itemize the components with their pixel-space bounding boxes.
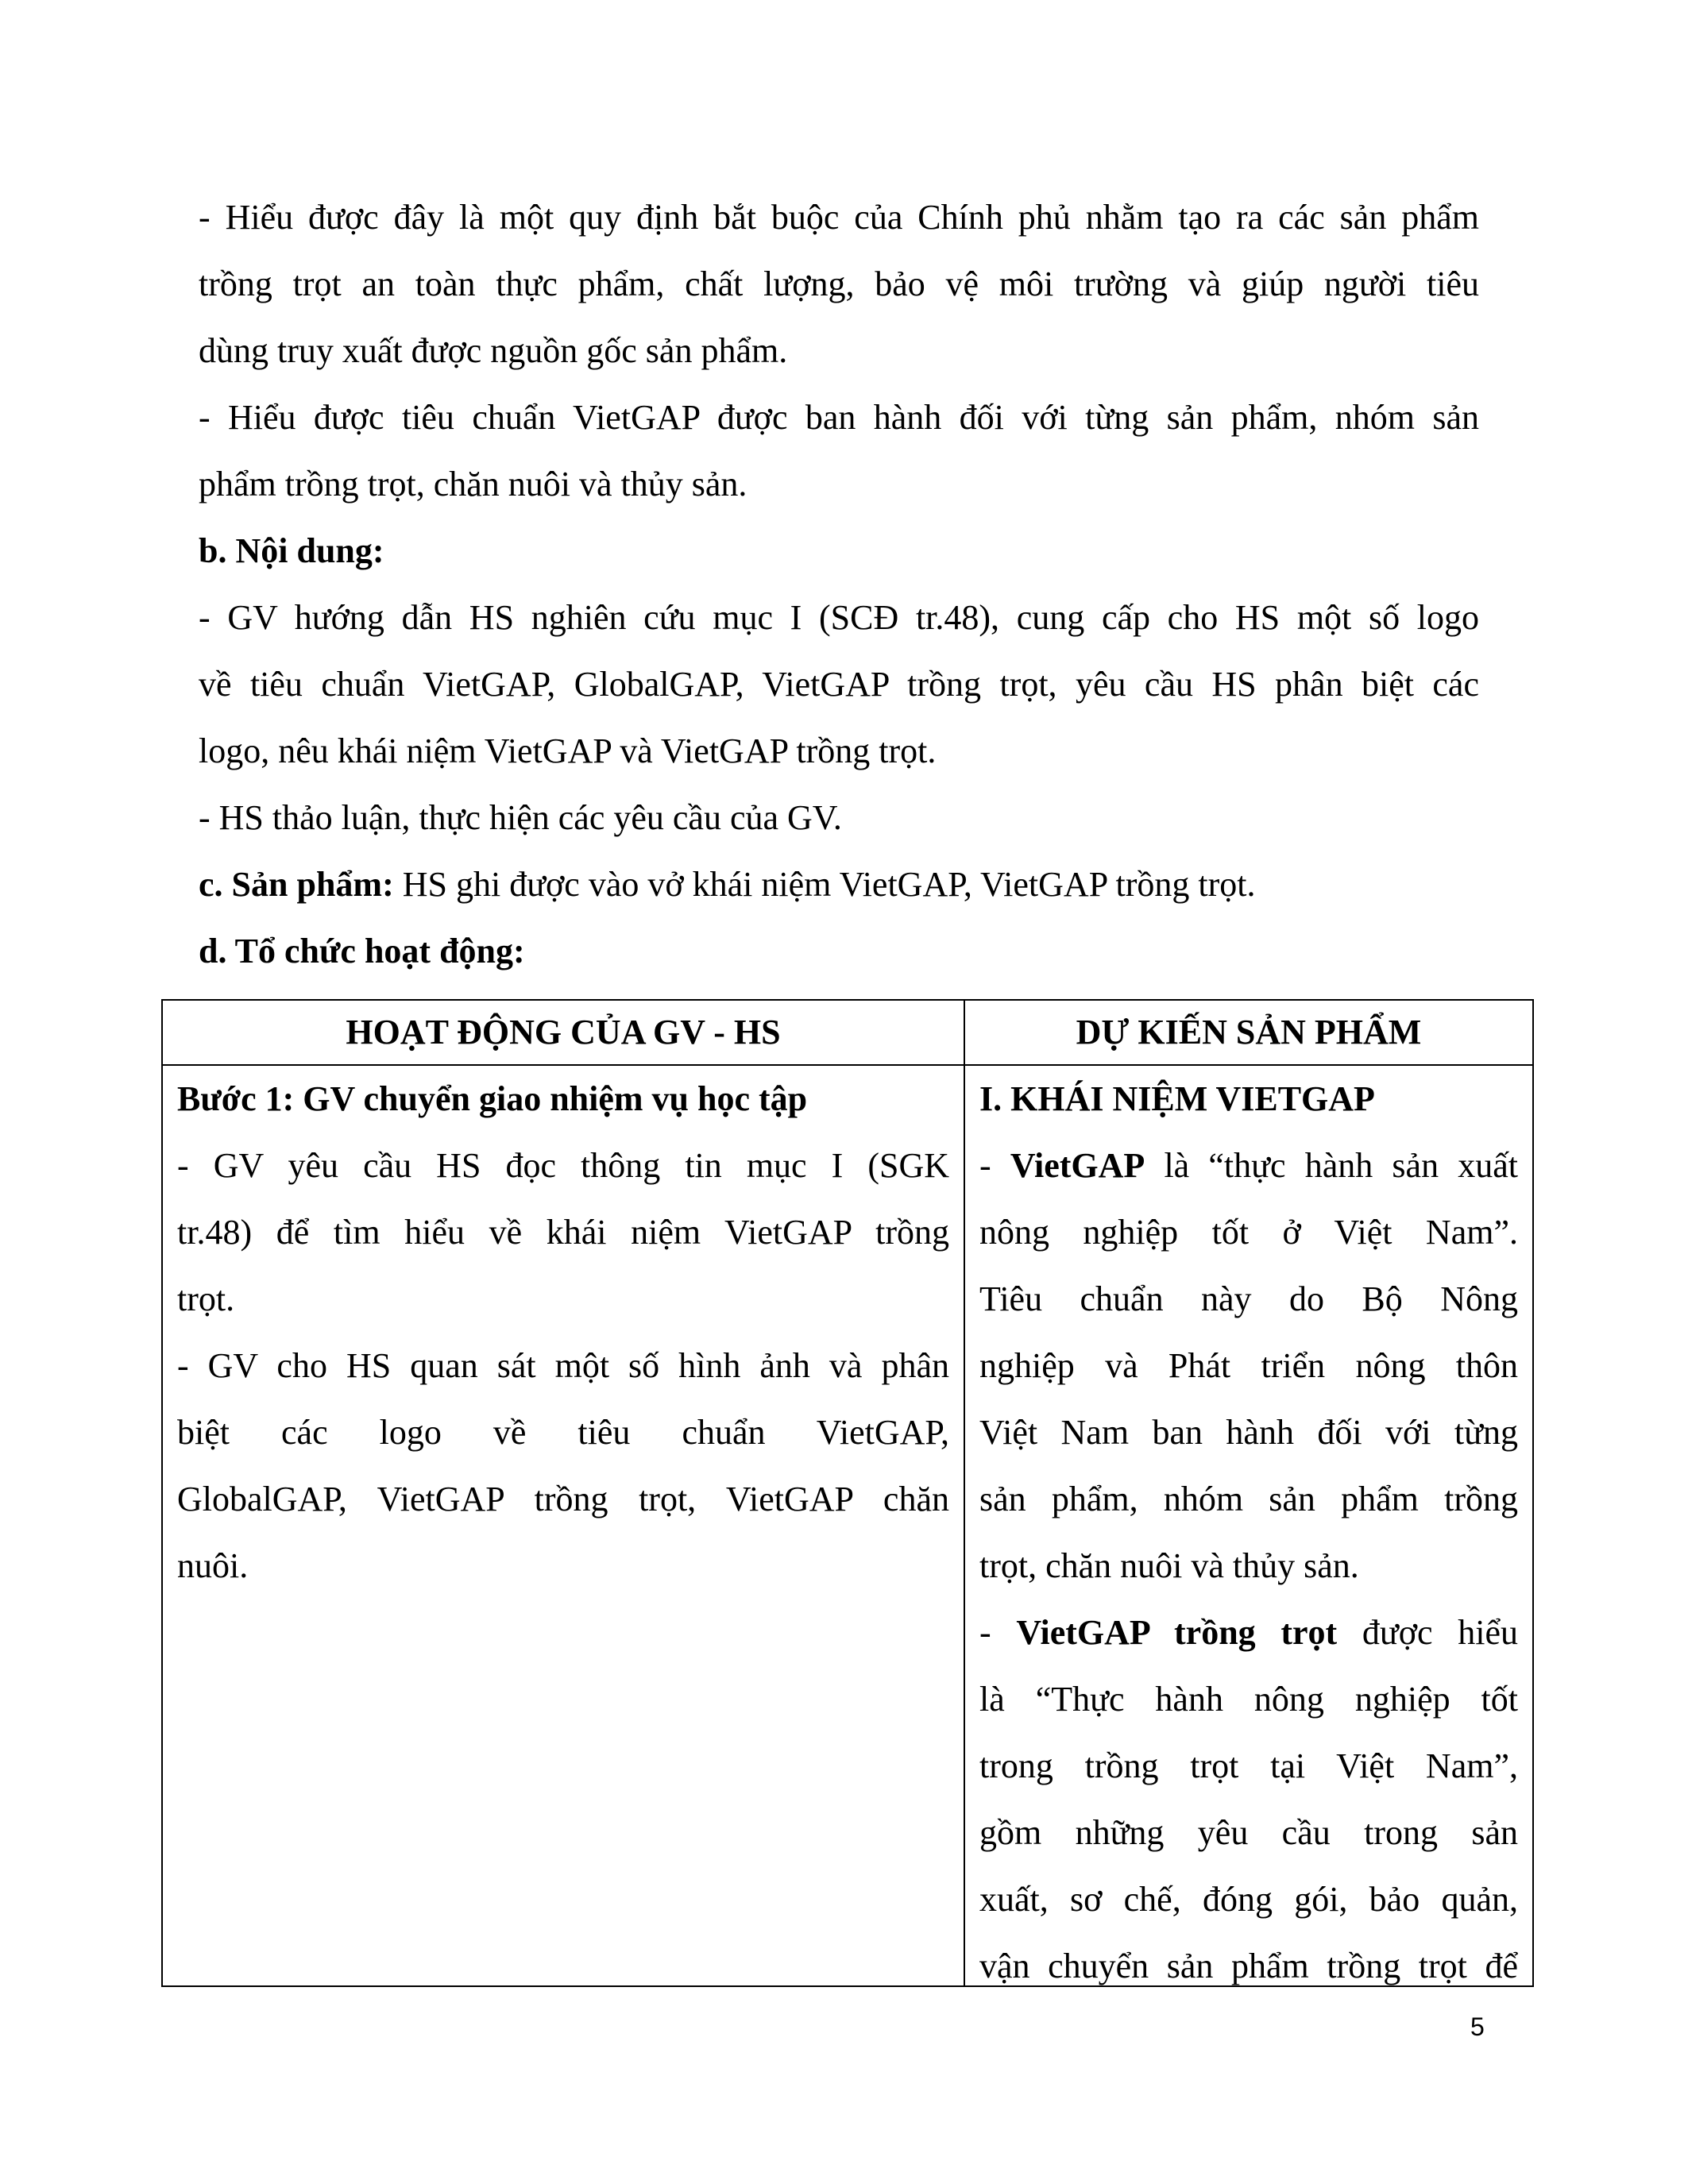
table-header-row: [162, 1000, 1533, 1065]
section-c-text: HS ghi được vào vở khái niệm VietGAP, VietGAP trồng trọt.: [393, 865, 1256, 904]
text-line: sản phẩm, nhóm sản phẩm trồng: [979, 1480, 1518, 1518]
text-line: trọt.: [177, 1279, 235, 1318]
text-line: phẩm trồng trọt, chăn nuôi và thủy sản.: [199, 465, 747, 504]
section-title: I. KHÁI NIỆM VIETGAP: [979, 1079, 1375, 1118]
text-line: Việt Nam ban hành đối với từng: [979, 1413, 1518, 1452]
text-line: trồng trọt an toàn thực phẩm, chất lượng, bảo vệ môi trường và giúp người tiêu: [199, 264, 1479, 303]
text-line: về tiêu chuẩn VietGAP, GlobalGAP, VietGAP trồng trọt, yêu cầu HS phân biệt các: [199, 665, 1479, 704]
text-line: - GV hướng dẫn HS nghiên cứu mục I (SCĐ tr.48), cung cấp cho HS một số logo: [199, 598, 1479, 637]
text-line: nuôi.: [177, 1546, 249, 1585]
table-cell-activities: [162, 1065, 964, 1986]
text-line: vận chuyển sản phẩm trồng trọt để: [979, 1947, 1518, 1985]
term-vietgap-trong-trot: VietGAP trồng trọt: [1016, 1613, 1338, 1652]
body-text: [199, 184, 1479, 985]
text-fragment: là “thực hành sản xuất: [1145, 1146, 1518, 1185]
text-line: biệt các logo về tiêu chuẩn VietGAP,: [177, 1413, 949, 1452]
text-line: là “Thực hành nông nghiệp tốt: [979, 1680, 1518, 1719]
section-heading-b: b. Nội dung:: [199, 531, 384, 570]
text-line: - GV yêu cầu HS đọc thông tin mục I (SGK: [177, 1146, 949, 1185]
text-line: - HS thảo luận, thực hiện các yêu cầu của GV.: [199, 798, 842, 837]
text-fragment: được hiểu: [1337, 1613, 1518, 1652]
text-line: Tiêu chuẩn này do Bộ Nông: [979, 1279, 1518, 1318]
text-line: - Hiểu được tiêu chuẩn VietGAP được ban hành đối với từng sản phẩm, nhóm sản: [199, 398, 1479, 437]
text-line: tr.48) để tìm hiểu về khái niệm VietGAP trồng: [177, 1213, 949, 1252]
text-line: GlobalGAP, VietGAP trồng trọt, VietGAP chăn: [177, 1480, 949, 1518]
text-line: xuất, sơ chế, đóng gói, bảo quản,: [979, 1880, 1518, 1919]
table-header: DỰ KIẾN SẢN PHẨM: [964, 1000, 1533, 1065]
text-line: trọt, chăn nuôi và thủy sản.: [979, 1546, 1359, 1585]
text-line: nghiệp và Phát triển nông thôn: [979, 1346, 1518, 1385]
text-line: gồm những yêu cầu trong sản: [979, 1813, 1518, 1852]
text-line: logo, nêu khái niệm VietGAP và VietGAP trồng trọt.: [199, 731, 937, 770]
text-line: - Hiểu được đây là một quy định bắt buộc của Chính phủ nhằm tạo ra các sản phẩm: [199, 198, 1479, 237]
text-line: - VietGAP là “thực hành sản xuất: [979, 1146, 1518, 1185]
section-label-c: c. Sản phẩm:: [199, 865, 394, 904]
table-row: [162, 1065, 1533, 1986]
step-title: Bước 1: GV chuyển giao nhiệm vụ học tập: [177, 1079, 808, 1118]
table-cell-products: [964, 1065, 1533, 1986]
text-line: nông nghiệp tốt ở Việt Nam”.: [979, 1213, 1518, 1252]
page-number: 5: [1470, 2012, 1485, 2041]
section-c-line: [199, 851, 1479, 918]
section-heading-d: d. Tổ chức hoạt động:: [199, 932, 525, 970]
table-header: HOẠT ĐỘNG CỦA GV - HS: [162, 1000, 964, 1065]
text-line: - GV cho HS quan sát một số hình ảnh và phân: [177, 1346, 949, 1385]
term-vietgap: VietGAP: [1010, 1146, 1145, 1185]
text-line: dùng truy xuất được nguồn gốc sản phẩm.: [199, 331, 788, 370]
text-line: trong trồng trọt tại Việt Nam”,: [979, 1746, 1518, 1785]
activity-table: [161, 999, 1534, 1987]
text-line: - VietGAP trồng trọt được hiểu: [979, 1613, 1518, 1652]
